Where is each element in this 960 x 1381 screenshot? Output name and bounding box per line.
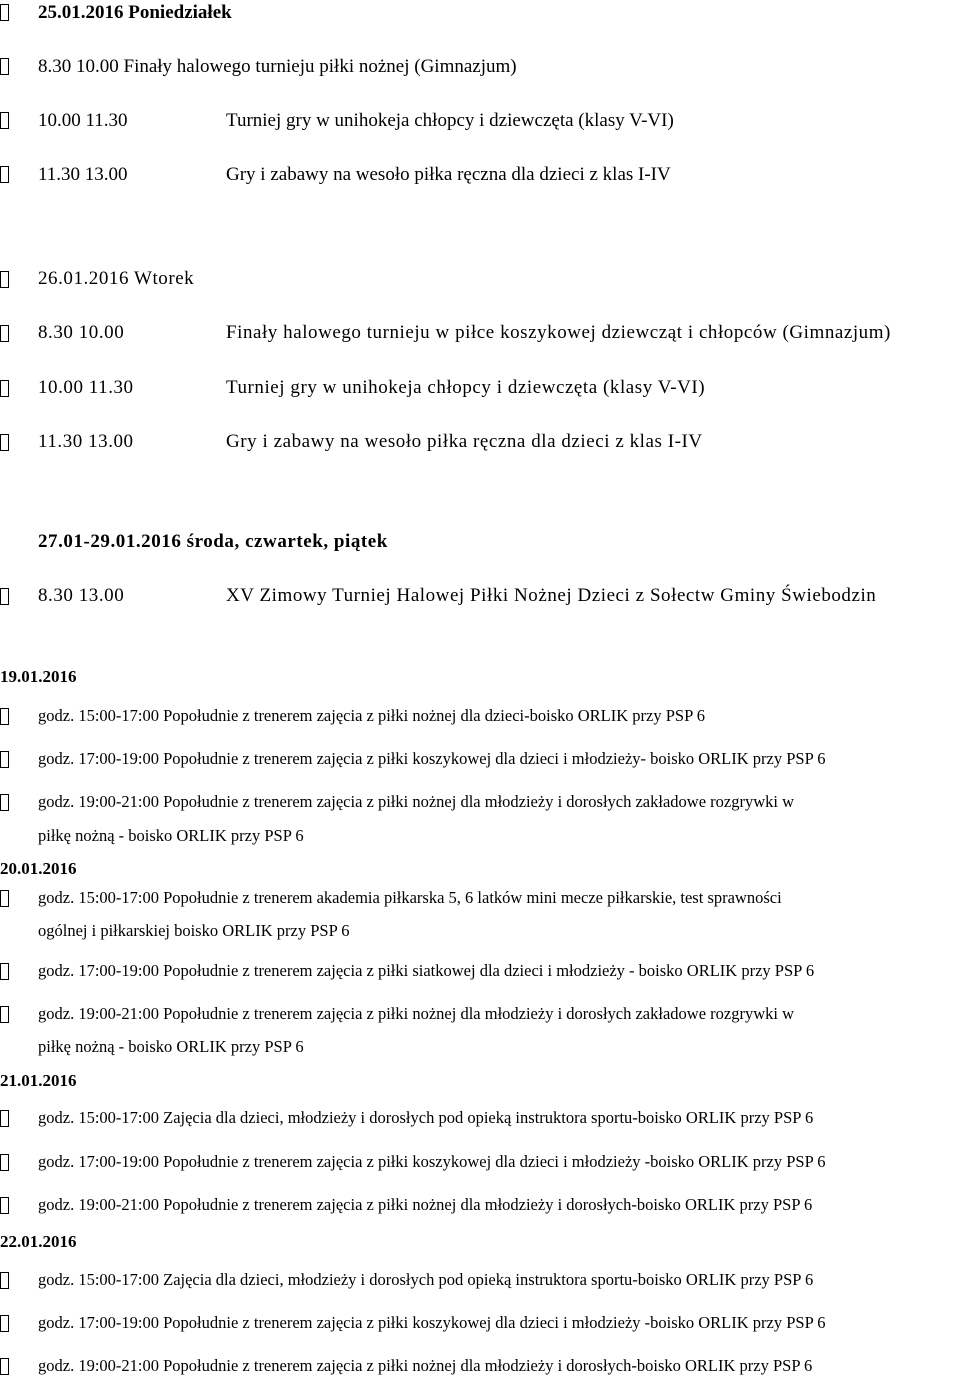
bullet-icon xyxy=(0,325,9,342)
bullet-icon xyxy=(0,58,9,75)
bullet-icon xyxy=(0,434,9,451)
activity-item-cont: ogólnej i piłkarskiej boisko ORLIK przy PSP 6 xyxy=(38,921,350,940)
bullet-icon xyxy=(0,1315,9,1332)
activity-item-cont: piłkę nożną - boisko ORLIK przy PSP 6 xyxy=(38,826,304,845)
row-desc: Turniej gry w unihokeja chłopcy i dziewczęta (klasy V-VI) xyxy=(226,110,674,131)
date-header: 20.01.2016 xyxy=(0,859,77,878)
activity-item: godz. 19:00-21:00 Popołudnie z trenerem zajęcia z piłki nożnej dla młodzieży i dorosłych zakładowe rozgrywki w xyxy=(38,1004,795,1023)
bullet-icon xyxy=(0,166,9,183)
day-header: 27.01-29.01.2016 środa, czwartek, piątek xyxy=(38,531,388,552)
bullet-icon xyxy=(0,890,9,907)
bullet-icon xyxy=(0,1358,9,1375)
activity-item: godz. 19:00-21:00 Popołudnie z trenerem zajęcia z piłki nożnej dla młodzieży i dorosłych-boisko ORLIK przy PSP 6 xyxy=(38,1356,813,1375)
bullet-icon xyxy=(0,794,9,811)
bullet-icon xyxy=(0,1272,9,1289)
bullet-icon xyxy=(0,1006,9,1023)
row-time: 10.00 11.30 xyxy=(38,110,128,131)
row-time: 11.30 13.00 xyxy=(38,431,134,452)
row-desc: XV Zimowy Turniej Halowej Piłki Nożnej Dzieci z Sołectw Gminy Świebodzin xyxy=(226,585,877,606)
bullet-icon xyxy=(0,112,9,129)
day-header: 26.01.2016 Wtorek xyxy=(38,268,195,289)
bullet-icon xyxy=(0,380,9,397)
day-header: 25.01.2016 Poniedziałek xyxy=(38,2,232,23)
activity-item-cont: piłkę nożną - boisko ORLIK przy PSP 6 xyxy=(38,1037,304,1056)
activity-item: godz. 17:00-19:00 Popołudnie z trenerem zajęcia z piłki koszykowej dla dzieci i młodzieży -boisko ORLIK przy PSP 6 xyxy=(38,1313,826,1332)
activity-item: godz. 19:00-21:00 Popołudnie z trenerem zajęcia z piłki nożnej dla młodzieży i dorosłych zakładowe rozgrywki w xyxy=(38,792,795,811)
activity-item: godz. 17:00-19:00 Popołudnie z trenerem zajęcia z piłki siatkowej dla dzieci i młodzieży - boisko ORLIK przy PSP 6 xyxy=(38,961,815,980)
row-time: 8.30 10.00 xyxy=(38,322,125,343)
activity-item: godz. 15:00-17:00 Zajęcia dla dzieci, młodzieży i dorosłych pod opieką instruktora sportu-boisko ORLIK przy PSP 6 xyxy=(38,1270,814,1289)
activity-item: godz. 19:00-21:00 Popołudnie z trenerem zajęcia z piłki nożnej dla młodzieży i dorosłych-boisko ORLIK przy PSP 6 xyxy=(38,1195,813,1214)
bullet-icon xyxy=(0,1110,9,1127)
activity-item: godz. 15:00-17:00 Popołudnie z trenerem akademia piłkarska 5, 6 latków mini mecze piłkarskie, test sprawności xyxy=(38,888,782,907)
date-header: 19.01.2016 xyxy=(0,667,77,686)
activity-item: godz. 17:00-19:00 Popołudnie z trenerem zajęcia z piłki koszykowej dla dzieci i młodzieży -boisko ORLIK przy PSP 6 xyxy=(38,1152,826,1171)
row-time: 8.30 13.00 xyxy=(38,585,125,606)
row-desc: Finały halowego turnieju w piłce koszykowej dziewcząt i chłopców (Gimnazjum) xyxy=(226,322,891,343)
bullet-icon xyxy=(0,588,9,605)
row-desc: Turniej gry w unihokeja chłopcy i dziewczęta (klasy V-VI) xyxy=(226,377,706,398)
bullet-icon xyxy=(0,751,9,768)
schedule-row xyxy=(38,56,517,78)
bullet-icon xyxy=(0,708,9,725)
activity-item: godz. 15:00-17:00 Zajęcia dla dzieci, młodzieży i dorosłych pod opieką instruktora sportu-boisko ORLIK przy PSP 6 xyxy=(38,1108,814,1127)
row-time: 11.30 13.00 xyxy=(38,164,128,185)
bullet-icon xyxy=(0,271,9,288)
bullet-icon xyxy=(0,963,9,980)
row-desc: Finały halowego turnieju piłki nożnej (Gimnazjum) xyxy=(123,56,517,77)
bullet-icon xyxy=(0,1197,9,1214)
bullet-icon xyxy=(0,4,9,21)
row-desc: Gry i zabawy na wesoło piłka ręczna dla dzieci z klas I-IV xyxy=(226,164,671,185)
bullet-icon xyxy=(0,1154,9,1171)
activity-item: godz. 17:00-19:00 Popołudnie z trenerem zajęcia z piłki koszykowej dla dzieci i młodzieży- boisko ORLIK przy PSP 6 xyxy=(38,749,826,768)
row-time: 10.00 11.30 xyxy=(38,377,134,398)
activity-item: godz. 15:00-17:00 Popołudnie z trenerem zajęcia z piłki nożnej dla dzieci-boisko ORLIK przy PSP 6 xyxy=(38,706,706,725)
row-desc: Gry i zabawy na wesoło piłka ręczna dla dzieci z klas I-IV xyxy=(226,431,703,452)
date-header: 21.01.2016 xyxy=(0,1071,77,1090)
date-header: 22.01.2016 xyxy=(0,1232,77,1251)
row-time: 8.30 10.00 xyxy=(38,56,119,77)
